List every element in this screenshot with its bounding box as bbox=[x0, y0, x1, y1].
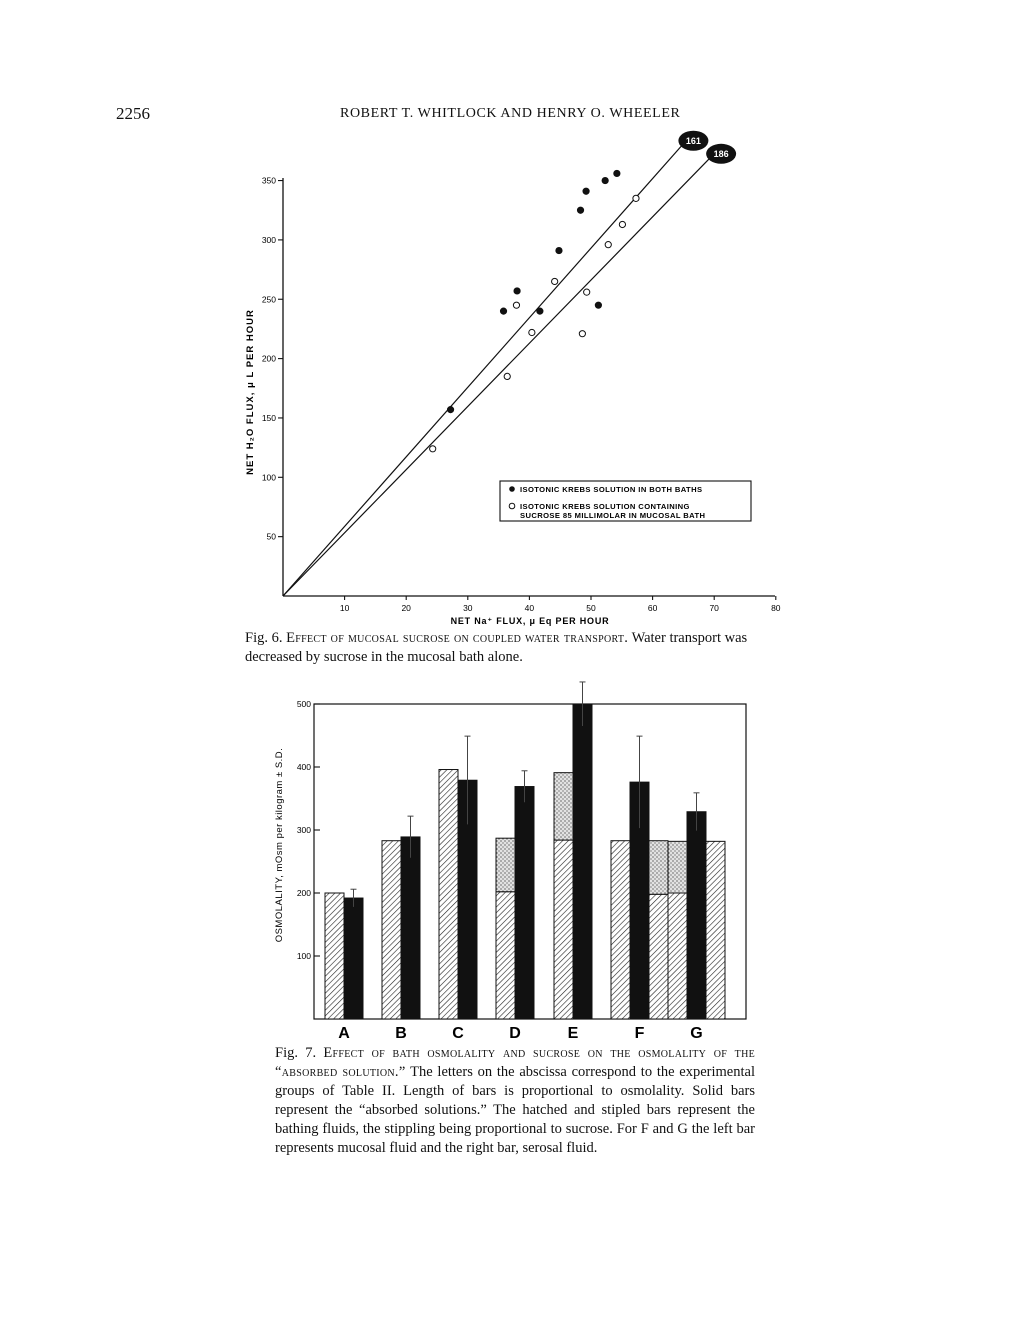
fig6-scatter-plot bbox=[245, 131, 781, 626]
fig7-caption-text: The letters on the abscissa correspond to the experimental groups of Table II. Length of bars is proportional to osmolality. Solid bars represent the “absorbed solutions.” The hatched and stipled bars represent the bathing fluids, the stippling being proportional to sucrose. For F and G the left bar represents mucosal fluid and the right bar, serosal fluid. bbox=[275, 1064, 755, 1156]
fig6-legend bbox=[500, 481, 751, 521]
fig6-x-tick-label: 10 bbox=[339, 603, 350, 613]
fig7-bath-bar-D-stippled bbox=[496, 838, 515, 892]
fig7-bath-bar-A-hatched bbox=[325, 893, 344, 1019]
fig6-point-open bbox=[504, 373, 510, 379]
fig6-legend-filled-label: ISOTONIC KREBS SOLUTION IN BOTH BATHS bbox=[520, 485, 703, 494]
fig6-legend-open-marker bbox=[509, 503, 515, 509]
fig6-point-open bbox=[430, 446, 436, 452]
fig6-point-open bbox=[584, 289, 590, 295]
fig6-regression-line bbox=[283, 144, 683, 596]
fig7-absorbed-bar-A bbox=[344, 898, 363, 1019]
fig7-serosal-bar-F-stippled bbox=[649, 841, 668, 895]
fig7-absorbed-bar-B bbox=[401, 837, 420, 1019]
fig7-y-axis-label: OSMOLALITY, mOsm per kilogram ± S.D. bbox=[274, 747, 285, 943]
fig6-x-tick-label: 70 bbox=[709, 603, 719, 613]
fig7-category-label: F bbox=[634, 1025, 645, 1042]
fig6-caption-title: Effect of mucosal sucrose on coupled water transport. bbox=[286, 630, 629, 646]
fig6-point-filled bbox=[577, 207, 583, 213]
fig6-y-tick-label: 50 bbox=[266, 531, 276, 542]
fig6-regression-line bbox=[283, 157, 711, 596]
fig7-y-tick-label: 200 bbox=[296, 888, 311, 898]
fig7-y-tick-label: 100 bbox=[296, 951, 311, 961]
fig6-point-filled bbox=[537, 308, 543, 314]
fig7-y-tick-label: 400 bbox=[296, 762, 311, 772]
fig6-line-label: 186 bbox=[713, 148, 729, 159]
fig7-bath-bar-E-hatched bbox=[554, 840, 573, 1019]
fig7-bath-bar-E-stippled bbox=[554, 773, 573, 840]
fig7-bath-bar-F-hatched bbox=[611, 841, 630, 1019]
fig6-y-tick-label: 250 bbox=[261, 294, 276, 305]
fig6-y-tick-label: 100 bbox=[261, 472, 276, 483]
fig6-caption bbox=[245, 629, 790, 667]
fig6-point-open bbox=[552, 278, 558, 284]
fig6-y-tick-label: 300 bbox=[261, 234, 276, 245]
fig6-x-tick-label: 50 bbox=[586, 603, 596, 613]
fig7-y-tick-label: 300 bbox=[296, 825, 311, 835]
fig6-point-filled bbox=[514, 288, 520, 294]
fig6-legend-open-label-line2: SUCROSE 85 MILLIMOLAR IN MUCOSAL BATH bbox=[520, 511, 706, 520]
fig6-point-filled bbox=[583, 188, 589, 194]
fig7-category-label: E bbox=[567, 1025, 579, 1042]
fig6-y-tick-label: 150 bbox=[261, 412, 276, 423]
fig6-point-open bbox=[579, 331, 585, 337]
fig7-category-label: A bbox=[338, 1025, 350, 1042]
fig6-point-filled bbox=[556, 247, 562, 253]
fig7-absorbed-bar-E bbox=[573, 704, 592, 1019]
fig6-x-tick-label: 40 bbox=[524, 603, 535, 613]
fig6-point-open bbox=[605, 242, 611, 248]
fig7-caption-title: Effect of bath osmolality and sucrose on the osmolality of the “absorbed solution.” bbox=[275, 1045, 756, 1080]
fig6-x-tick-label: 60 bbox=[647, 603, 658, 613]
fig6-x-tick-label: 20 bbox=[401, 603, 411, 613]
fig6-caption-text: Water transport was decreased by sucrose in the mucosal bath alone. bbox=[245, 630, 748, 665]
fig6-point-filled bbox=[602, 177, 608, 183]
running-head: ROBERT T. WHITLOCK AND HENRY O. WHEELER bbox=[340, 106, 681, 121]
fig7-category-label: D bbox=[509, 1025, 521, 1042]
fig7-caption-label: Fig. 7. bbox=[275, 1045, 317, 1061]
fig7-serosal-bar-F-hatched bbox=[649, 894, 668, 1019]
fig7-caption bbox=[275, 1044, 755, 1158]
fig6-point-filled bbox=[447, 407, 453, 413]
fig7-bath-bar-D-hatched bbox=[496, 892, 515, 1019]
fig7-absorbed-bar-D bbox=[515, 787, 534, 1019]
fig6-y-tick-label: 350 bbox=[261, 175, 276, 186]
fig6-legend-open-label-line1: ISOTONIC KREBS SOLUTION CONTAINING bbox=[520, 502, 690, 511]
fig6-point-open bbox=[529, 329, 535, 335]
fig6-legend-filled-marker bbox=[509, 486, 515, 492]
fig7-bath-bar-G-hatched bbox=[668, 893, 687, 1019]
fig7-bath-bar-B-hatched bbox=[382, 841, 401, 1019]
fig7-category-label: G bbox=[690, 1025, 703, 1042]
fig6-point-filled bbox=[500, 308, 506, 314]
fig7-category-label: C bbox=[452, 1025, 464, 1042]
fig6-y-axis-label: NET H₂O FLUX, μ L PER HOUR bbox=[245, 309, 256, 475]
fig7-bath-bar-C-hatched bbox=[439, 770, 458, 1019]
fig7-bath-bar-G-stippled bbox=[668, 841, 687, 893]
fig6-line-label: 161 bbox=[685, 135, 701, 146]
fig7-absorbed-bar-G bbox=[687, 812, 706, 1019]
fig7-y-tick-label: 500 bbox=[296, 699, 311, 709]
fig6-point-open bbox=[619, 221, 625, 227]
fig6-x-tick-label: 30 bbox=[463, 603, 473, 613]
fig6-point-open bbox=[513, 302, 519, 308]
fig6-x-tick-label: 80 bbox=[771, 603, 781, 613]
fig6-x-axis-label: NET Na⁺ FLUX, μ Eq PER HOUR bbox=[450, 616, 610, 626]
fig6-point-open bbox=[633, 195, 639, 201]
page-number: 2256 bbox=[116, 104, 150, 123]
fig6-point-filled bbox=[595, 302, 601, 308]
fig6-y-tick-label: 200 bbox=[261, 353, 276, 364]
fig7-bar-chart bbox=[274, 682, 746, 1042]
fig6-caption-label: Fig. 6. bbox=[245, 630, 283, 646]
fig6-point-filled bbox=[614, 170, 620, 176]
fig7-serosal-bar-G-hatched bbox=[706, 841, 725, 1019]
fig7-category-label: B bbox=[395, 1025, 407, 1042]
